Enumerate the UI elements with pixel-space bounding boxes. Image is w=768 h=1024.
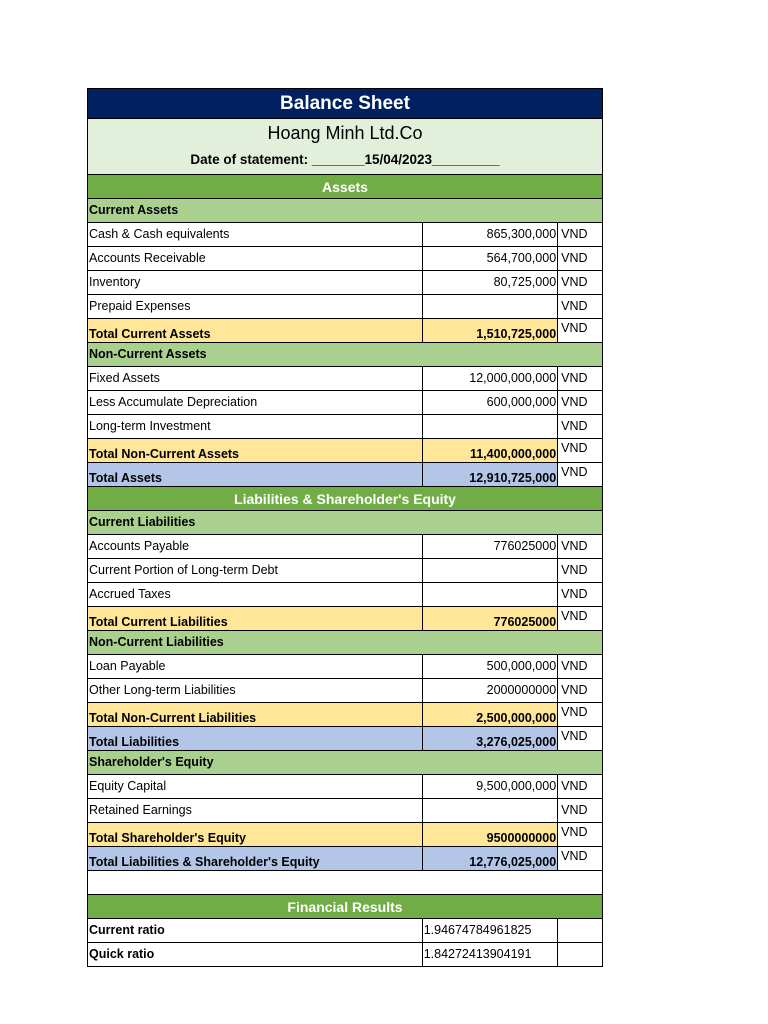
total-amount[interactable]: 1,510,725,000 [423,319,558,342]
table-row [87,535,603,559]
result-label[interactable]: Quick ratio [88,943,423,966]
row-currency[interactable]: VND [558,823,602,846]
total-label[interactable]: Total Non-Current Liabilities [88,703,423,726]
row-label[interactable]: Loan Payable [88,655,423,678]
row-currency[interactable]: VND [561,227,588,242]
total-assets-amount[interactable]: 12,910,725,000 [423,463,558,486]
balance-sheet [87,88,603,967]
table-row [87,943,603,967]
row-amount[interactable]: 9,500,000,000 [423,775,558,798]
row-currency[interactable]: VND [561,251,588,266]
row-label[interactable]: Equity Capital [88,775,423,798]
results-header[interactable]: Financial Results [88,895,602,918]
total-row [87,823,603,847]
grand-total-row [87,463,603,487]
grand-total-row [87,847,603,871]
row-currency[interactable]: VND [558,727,602,750]
total-liabilities-equity-amount[interactable]: 12,776,025,000 [423,847,558,870]
row-label[interactable]: Accounts Payable [88,535,423,558]
liabilities-header-row [87,487,603,511]
row-amount[interactable]: 564,700,000 [423,247,558,270]
total-row [87,319,603,343]
row-amount[interactable]: 500,000,000 [423,655,558,678]
row-currency[interactable]: VND [561,779,588,794]
row-label[interactable]: Other Long-term Liabilities [88,679,423,702]
row-label[interactable]: Inventory [88,271,423,294]
row-currency[interactable]: VND [561,539,588,554]
table-row [87,367,603,391]
total-row [87,703,603,727]
total-liabilities-equity-label[interactable]: Total Liabilities & Shareholder's Equity [88,847,423,870]
row-currency[interactable]: VND [561,395,588,410]
grand-total-row [87,727,603,751]
total-label[interactable]: Total Current Assets [88,319,423,342]
current-liabilities-header[interactable]: Current Liabilities [88,511,602,534]
row-currency[interactable]: VND [561,683,588,698]
row-label[interactable]: Long-term Investment [88,415,423,438]
blank-row [87,871,603,895]
row-amount[interactable]: 865,300,000 [423,223,558,246]
table-row [87,559,603,583]
date-row [87,146,603,175]
row-amount[interactable] [423,799,558,822]
current-liabilities-header-row [87,511,603,535]
empty-cell[interactable] [558,943,602,966]
total-liabilities-label[interactable]: Total Liabilities [88,727,423,750]
noncurrent-assets-header-row [87,343,603,367]
row-currency[interactable]: VND [561,587,588,602]
total-amount[interactable]: 776025000 [423,607,558,630]
empty-cell[interactable] [558,919,602,942]
total-label[interactable]: Total Non-Current Assets [88,439,423,462]
current-assets-header[interactable]: Current Assets [88,199,602,222]
noncurrent-liabilities-header-row [87,631,603,655]
row-amount[interactable] [423,295,558,318]
row-amount[interactable]: 12,000,000,000 [423,367,558,390]
total-label[interactable]: Total Shareholder's Equity [88,823,423,846]
table-row [87,679,603,703]
row-currency[interactable]: VND [558,439,602,462]
row-label[interactable]: Accounts Receivable [88,247,423,270]
row-currency[interactable]: VND [561,803,588,818]
total-amount[interactable]: 2,500,000,000 [423,703,558,726]
result-value[interactable]: 1.84272413904191 [423,943,558,966]
result-value[interactable]: 1.94674784961825 [423,919,558,942]
sheet-title[interactable]: Balance Sheet [88,89,602,118]
row-amount[interactable]: 2000000000 [423,679,558,702]
table-row [87,295,603,319]
total-amount[interactable]: 9500000000 [423,823,558,846]
row-label[interactable]: Accrued Taxes [88,583,423,606]
row-currency[interactable]: VND [558,319,602,342]
row-currency[interactable]: VND [561,275,588,290]
row-currency[interactable]: VND [558,463,602,486]
row-amount[interactable] [423,583,558,606]
row-currency[interactable]: VND [558,703,602,726]
row-amount[interactable]: 80,725,000 [423,271,558,294]
total-label[interactable]: Total Current Liabilities [88,607,423,630]
noncurrent-liabilities-header[interactable]: Non-Current Liabilities [88,631,602,654]
row-currency[interactable]: VND [561,563,588,578]
total-row [87,439,603,463]
total-liabilities-amount[interactable]: 3,276,025,000 [423,727,558,750]
equity-header-row [87,751,603,775]
table-row [87,271,603,295]
assets-header-row [87,175,603,199]
table-row [87,919,603,943]
row-currency[interactable]: VND [561,659,588,674]
row-currency[interactable]: VND [561,419,588,434]
table-row [87,583,603,607]
total-row [87,607,603,631]
row-label[interactable]: Current Portion of Long-term Debt [88,559,423,582]
row-currency[interactable]: VND [561,371,588,386]
liabilities-header[interactable]: Liabilities & Shareholder's Equity [88,487,602,510]
row-label[interactable]: Retained Earnings [88,799,423,822]
table-row [87,655,603,679]
title-row [87,88,603,119]
row-label[interactable]: Prepaid Expenses [88,295,423,318]
table-row [87,247,603,271]
current-assets-header-row [87,199,603,223]
table-row [87,415,603,439]
results-header-row [87,895,603,919]
statement-date[interactable]: Date of statement: _______15/04/2023_________ [88,146,602,174]
assets-header[interactable]: Assets [88,175,602,198]
row-currency[interactable]: VND [558,607,602,630]
table-row [87,799,603,823]
row-amount[interactable] [423,559,558,582]
row-label[interactable]: Cash & Cash equivalents [88,223,423,246]
row-label[interactable]: Less Accumulate Depreciation [88,391,423,414]
row-amount[interactable]: 600,000,000 [423,391,558,414]
table-row [87,391,603,415]
result-label[interactable]: Current ratio [88,919,423,942]
company-name[interactable]: Hoang Minh Ltd.Co [88,119,602,146]
row-label[interactable]: Fixed Assets [88,367,423,390]
company-row [87,119,603,146]
row-currency[interactable]: VND [561,299,588,314]
table-row [87,223,603,247]
total-amount[interactable]: 11,400,000,000 [423,439,558,462]
row-amount[interactable] [423,415,558,438]
row-amount[interactable]: 776025000 [423,535,558,558]
noncurrent-assets-header[interactable]: Non-Current Assets [88,343,602,366]
total-assets-label[interactable]: Total Assets [88,463,423,486]
table-row [87,775,603,799]
row-currency[interactable]: VND [558,847,602,870]
equity-header[interactable]: Shareholder's Equity [88,751,602,774]
